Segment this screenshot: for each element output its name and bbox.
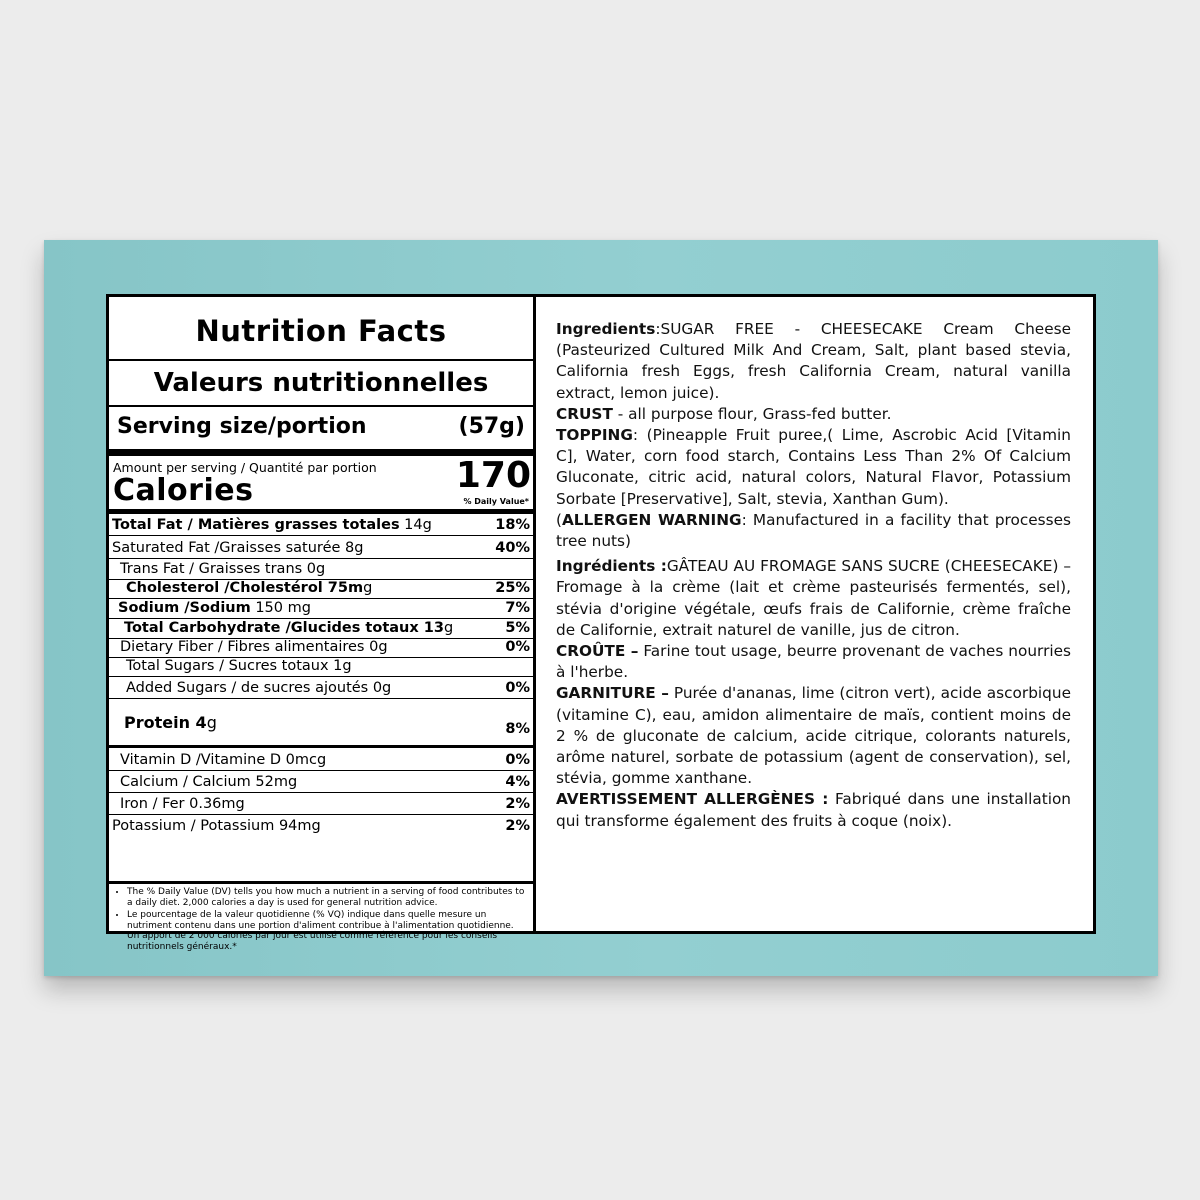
nutrient-row — [109, 558, 533, 579]
nutrient-label — [112, 680, 391, 696]
package-box — [44, 240, 1158, 976]
divider — [109, 745, 533, 748]
ingredients-fr-text: GÂTEAU AU FROMAGE SANS SUCRE (CHEESECAKE) – Fromage à la crème (lait et crème pasteurisés fermentés, sel), stévia d'origine végétale, œufs frais de Californie, crème fraîche de Californie, extrait naturel de vanille, jus de citron. — [556, 557, 1071, 639]
nutrient-row — [109, 655, 533, 676]
nutrient-row — [109, 617, 533, 638]
calories-block — [109, 455, 533, 509]
nutrient-label — [112, 600, 311, 616]
footnote-en: • The % Daily Value (DV) tells you how much a nutrient in a serving of food contributes to a daily diet. 2,000 calories a day is used for general nutrition advice. — [127, 887, 525, 908]
nutrient-label-text: Dietary Fiber / Fibres alimentaires 0g — [120, 638, 388, 655]
nutrient-label-text: 150 mg — [250, 599, 311, 616]
nutrient-label — [112, 540, 363, 556]
crust — [556, 404, 1071, 425]
garniture-text: Purée d'ananas, lime (citron vert), acide ascorbique (vitamine C), eau, amidon alimentaire de maïs, contient moins de 2 % de gluconate de calcium, acide citrique, colorants naturels, arôme naturel, sorbate de potassium (agent de conservation), sel, stévia, gomme xanthane. — [556, 684, 1071, 788]
ingredients-en-text: :SUGAR FREE - CHEESECAKE Cream Cheese (Pasteurized Cultured Milk And Cream, Salt, plant based stevia, California fresh Eggs, fresh California Cream, natural vanilla extract, lemon juice). — [556, 320, 1071, 402]
nutrition-title-fr: Valeurs nutritionnelles — [153, 368, 489, 398]
nutrient-label-text: g — [443, 619, 454, 636]
nutrition-facts-panel — [109, 297, 536, 952]
nutrient-label-bold: Protein 4 — [124, 712, 207, 732]
serving-size — [109, 407, 533, 447]
nutrient-percent: 18% — [495, 516, 530, 533]
row-divider — [109, 535, 533, 536]
nutrient-row — [109, 705, 533, 739]
ingredients-fr-label: Ingrédients — [556, 557, 656, 576]
nutrient-row — [109, 537, 533, 558]
divider — [109, 881, 533, 884]
nutrient-label-bold: Sodium /Sodium — [118, 599, 251, 616]
nutrient-label-bold: Total Carbohydrate /Glucides totaux 13 — [124, 619, 444, 636]
nutrient-label — [112, 774, 297, 790]
ingredients-fr — [556, 556, 1071, 641]
allergen-warning — [556, 510, 1071, 552]
nutrient-label-text: Iron / Fer 0.36mg — [120, 795, 245, 812]
avertissement-label: AVERTISSEMENT ALLERGÈNES : — [556, 790, 829, 809]
daily-value-label: % Daily Value* — [463, 497, 529, 506]
divider — [109, 359, 533, 361]
ingredients-en-label: Ingredients — [556, 320, 656, 338]
footnotes — [117, 887, 525, 955]
allergen-prefix: ( — [556, 510, 562, 529]
nutrient-percent: 5% — [505, 619, 530, 636]
serving-label: Serving size/portion — [117, 414, 367, 439]
ingredients-panel — [536, 297, 1093, 931]
allergen-text: : Manufactured in a facility that processes tree nuts) — [556, 510, 1071, 551]
nutrient-label — [112, 561, 325, 577]
nutrient-label — [112, 713, 217, 732]
crust-label: CRUST — [556, 404, 613, 423]
avertissement — [556, 789, 1071, 831]
nutrient-label — [112, 517, 432, 533]
nutrient-row — [109, 636, 533, 657]
calories-value: 170 — [455, 455, 531, 496]
nutrient-label — [112, 580, 372, 596]
nutrient-label-text: Trans Fat / Graisses trans 0g — [120, 560, 326, 577]
nutrient-percent: 40% — [495, 539, 530, 556]
topping-label: TOPPING — [556, 426, 633, 445]
nutrient-label-text: g — [363, 579, 373, 596]
nutrient-label-text: g — [206, 712, 217, 732]
croute — [556, 641, 1071, 683]
nutrient-row — [109, 771, 533, 792]
nutrient-label-text: 14g — [399, 516, 432, 533]
nutrient-row — [109, 815, 533, 836]
row-divider — [109, 698, 533, 699]
nutrient-label-text: Calcium / Calcium 52mg — [120, 773, 298, 790]
nutrient-row — [109, 793, 533, 814]
nutrient-percent: 8% — [505, 721, 530, 737]
nutrient-label — [112, 620, 453, 636]
nutrient-label — [112, 639, 388, 655]
ingredients-fr-colon: : — [655, 557, 667, 576]
nutrient-row — [109, 577, 533, 598]
nutrient-label-text: Potassium / Potassium 94mg — [112, 817, 321, 834]
product-label — [106, 294, 1096, 952]
nutrient-percent: 2% — [505, 795, 530, 812]
nutrient-label-text: Vitamin D /Vitamine D 0mcg — [120, 751, 327, 768]
nutrient-label — [112, 658, 352, 674]
nutrition-title-en: Nutrition Facts — [195, 314, 447, 348]
calories-label: Calories — [113, 473, 254, 508]
amount-label: Amount per serving / Quantité par portion — [113, 460, 377, 475]
nutrient-label-bold: Total Fat / Matières grasses totales — [112, 516, 400, 533]
nutrient-label — [112, 752, 326, 768]
allergen-label: ALLERGEN WARNING — [561, 510, 742, 529]
nutrient-percent: 25% — [495, 579, 530, 596]
nutrient-label-text: Added Sugars / de sucres ajoutés 0g — [126, 679, 392, 696]
nutrient-label-bold: Cholesterol /Cholestérol 75m — [126, 579, 364, 596]
nutrient-label-text: Saturated Fat /Graisses saturée 8g — [112, 539, 364, 556]
nutrient-percent: 2% — [505, 817, 530, 834]
topping-text: : (Pineapple Fruit puree,( Lime, Ascrobic Acid [Vitamin C], Water, corn food starch, Contains Less Than 2% Of Calcium Gluconate, citric acid, natural colors, Natural Flavor, Potassium Sorbate [Preservative], Salt, stevia, Xanthan Gum). — [556, 426, 1071, 508]
nutrient-label — [112, 818, 321, 834]
nutrient-row — [109, 677, 533, 698]
nutrient-percent: 0% — [505, 751, 530, 768]
nutrient-row — [109, 514, 533, 535]
topping — [556, 425, 1071, 510]
garniture-label: GARNITURE – — [556, 684, 669, 703]
garniture — [556, 683, 1071, 789]
nutrient-label — [112, 796, 245, 812]
nutrient-row — [109, 749, 533, 770]
ingredients-en — [556, 319, 1071, 404]
croute-label: CROÛTE – — [556, 642, 639, 661]
nutrient-percent: 0% — [505, 638, 530, 655]
nutrient-label-text: Total Sugars / Sucres totaux 1g — [126, 657, 352, 674]
croute-text: Farine tout usage, beurre provenant de vaches nourries à l'herbe. — [556, 642, 1071, 682]
nutrient-row — [109, 597, 533, 618]
footnote-fr: • Le pourcentage de la valeur quotidienne (% VQ) indique dans quelle mesure un nutriment contenu dans une portion d'aliment contribue à l'alimentation quotidienne. Un apport de 2 000 calories par jour est utilisé comme référence pour les conseils nutritionnels généraux.* — [127, 910, 525, 952]
nutrient-percent: 7% — [505, 599, 530, 616]
crust-text: - all purpose flour, Grass-fed butter. — [612, 404, 892, 423]
nutrient-percent: 4% — [505, 773, 530, 790]
avertissement-text: Fabriqué dans une installation qui transforme également des fruits à coque (noix). — [556, 790, 1071, 830]
nutrient-percent: 0% — [505, 679, 530, 696]
serving-value: (57g) — [458, 414, 525, 439]
